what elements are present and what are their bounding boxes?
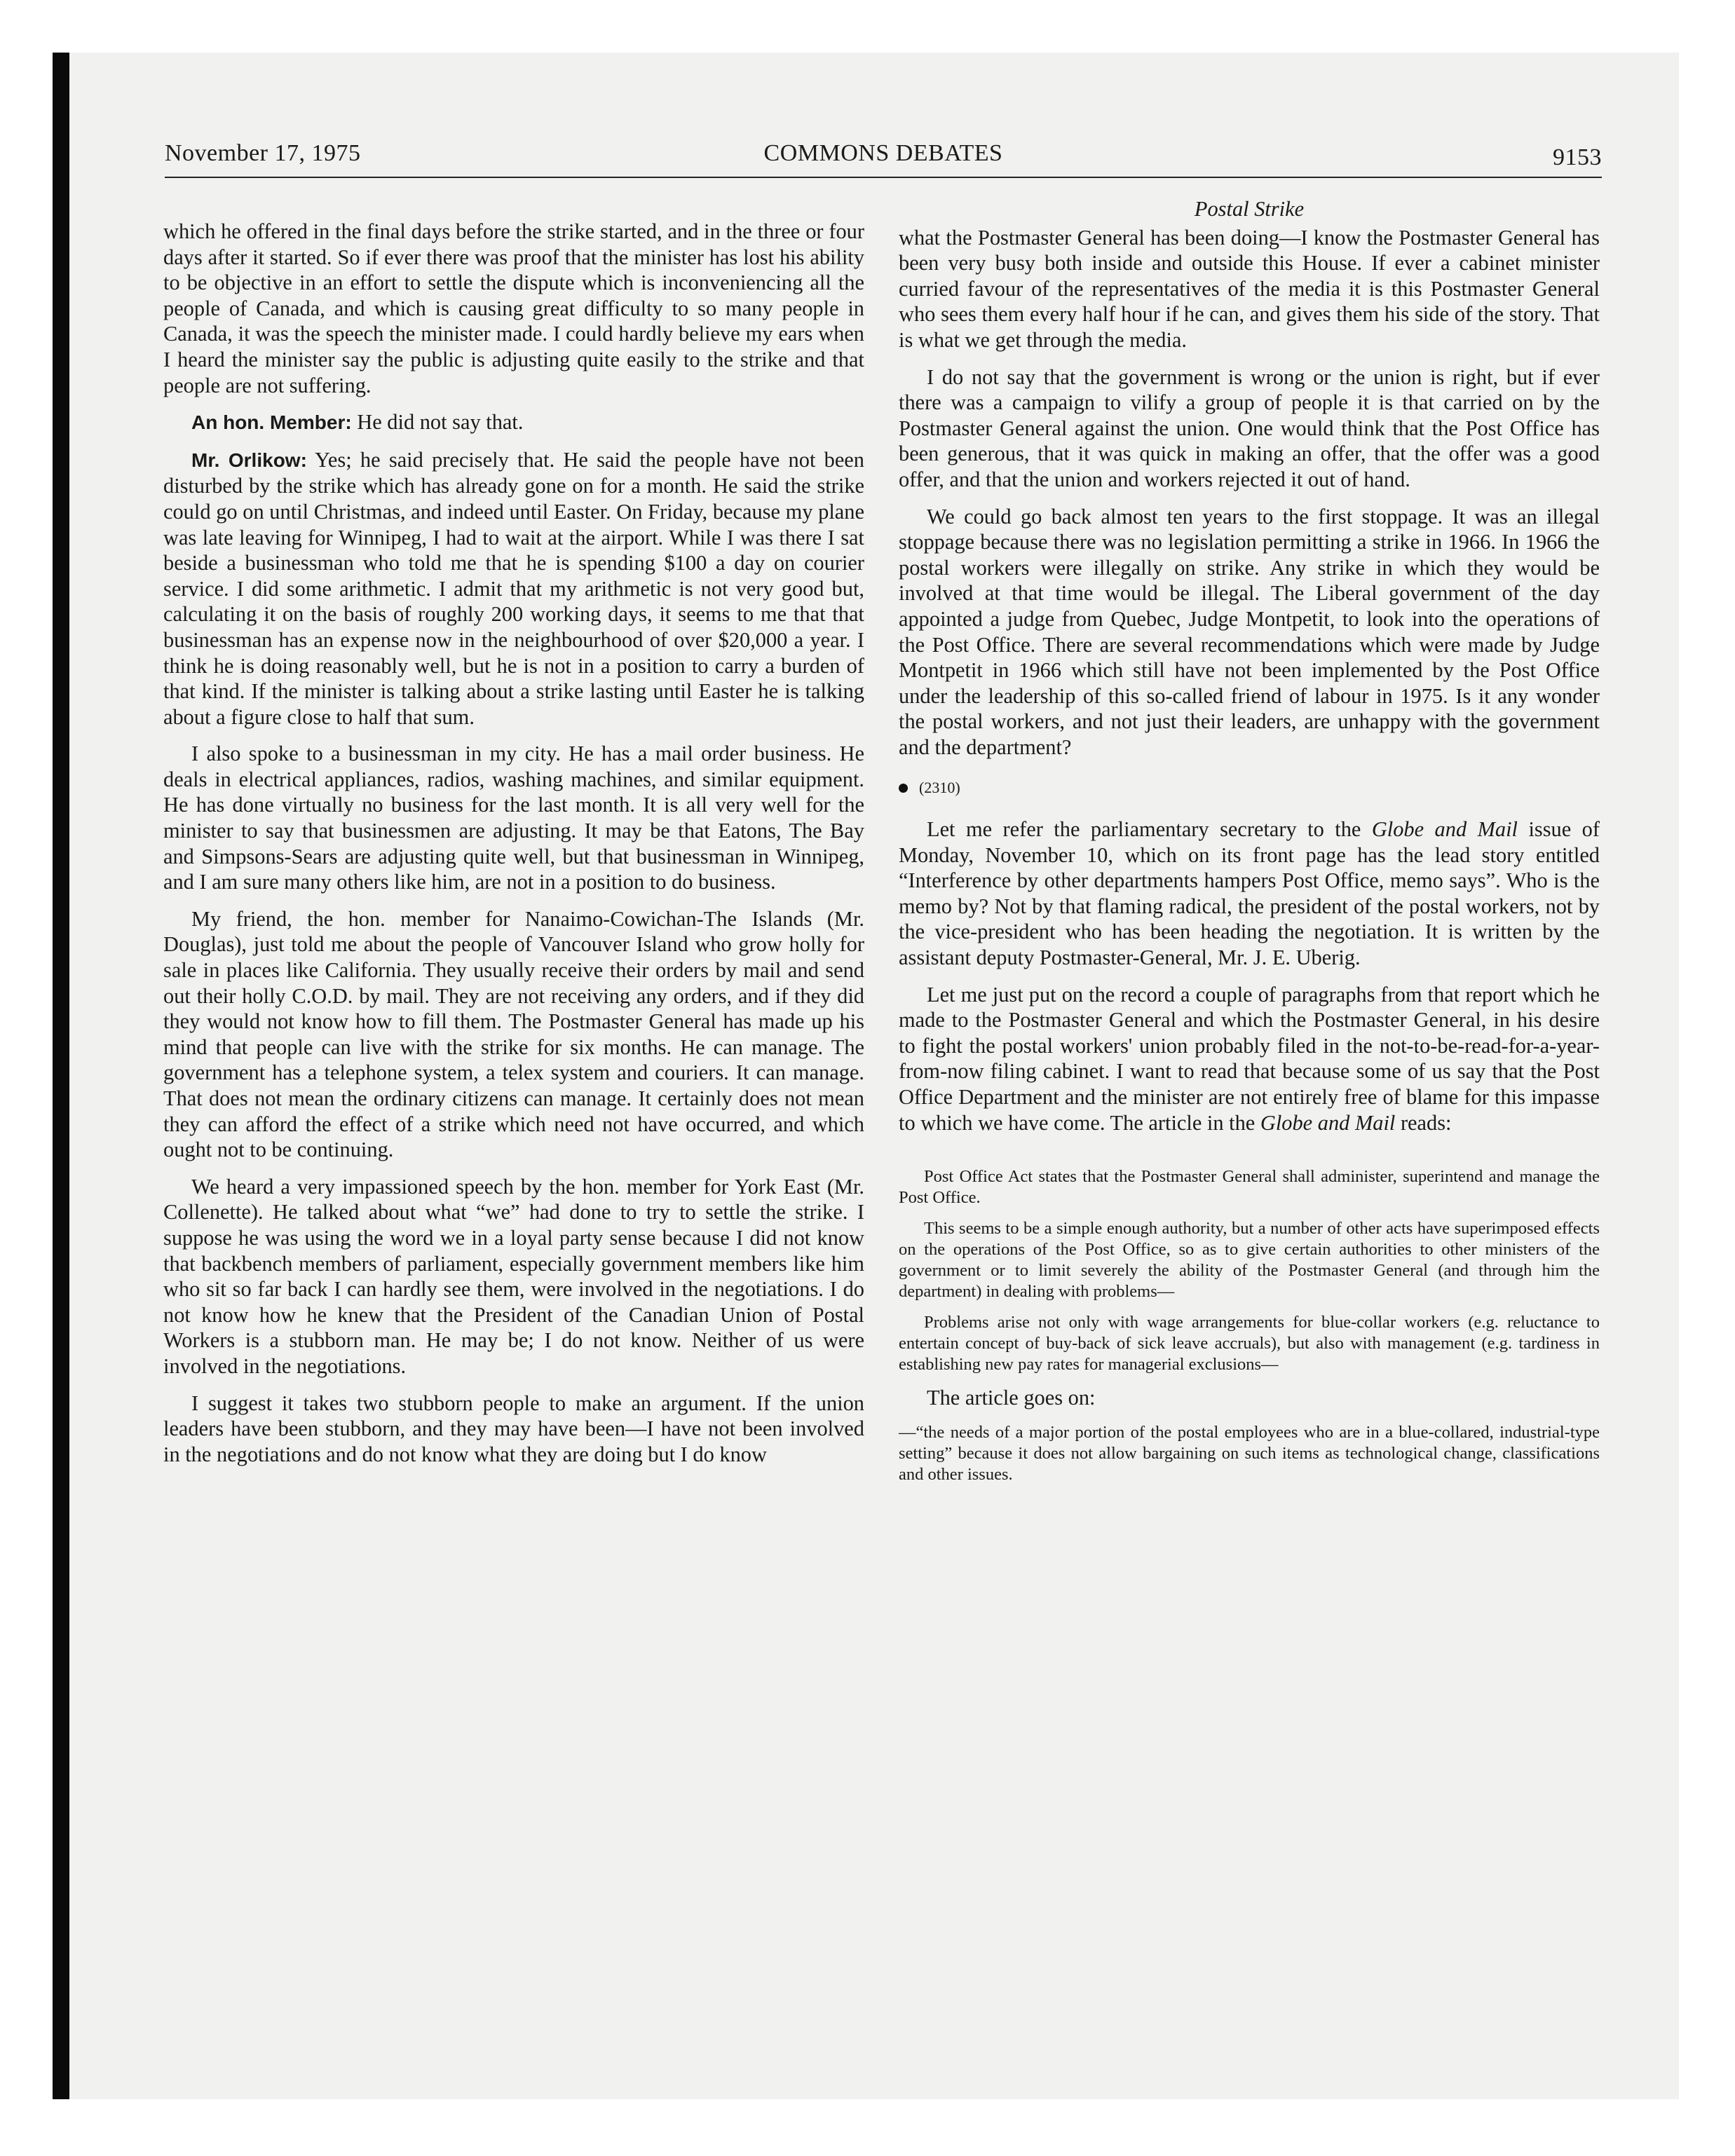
- scan-edge-shadow: [53, 53, 69, 2099]
- paragraph-text: Let me just put on the record a couple of paragraphs from that report which he made to the Postmaster General and which the Postmaster General, in his desire to fight the postal workers' union probably filed in the not-to-be-read-for-a-year-from-now filing cabinet. I want to read that because some of us say that the Post Office Department and the minister are not entirely free of blame for this impasse to which we have come. The article in the: [899, 982, 1600, 1135]
- paragraph: I suggest it takes two stubborn people to make an argument. If the union leaders have been stubborn, and they may have been—I have not been involved in the negotiations and do not know what they are doing but I do know: [163, 1391, 864, 1466]
- newspaper-name: Globe and Mail: [1260, 1110, 1396, 1135]
- paragraph: I also spoke to a businessman in my city. He has a mail order business. He deals in electrical appliances, radios, washing machines, and similar equipment. He has done virtually no business for the last month. It is all very well for the minister to say that businessmen are adjusting. It may be that Eatons, The Bay and Simpsons-Sears are adjusting quite well, but that businessman in Winnipeg, and I am sure many others like him, are not in a position to do business.: [163, 742, 864, 894]
- header-title: COMMONS DEBATES: [763, 140, 1003, 166]
- paragraph: I do not say that the government is wrong or the union is right, but if ever there was a campaign to vilify a group of people it is that carried on by the Postmaster General against the union. One would think that the Post Office has been generous, that it was quick in making an offer, that the offer was a good offer, and that the union and workers rejected it out of hand.: [899, 364, 1600, 491]
- block-quote: This seems to be a simple enough authority, but a number of other acts have superimposed effects on the operations of the Post Office, so as to give certain authorities to other ministers of the government or to limit severely the ability of the Postmaster General (and through him the department) in dealing with problems—: [899, 1219, 1600, 1302]
- paragraph: what the Postmaster General has been doing—I know the Postmaster General has been very busy both inside and outside this House. If ever a cabinet minister curried favour of the representatives of the media it is this Postmaster General who sees them every half hour if he can, and gives them his side of the story. That is what we get through the media.: [899, 225, 1600, 352]
- speech-text: Yes; he said precisely that. He said the people have not been disturbed by the strike which has already gone on for a month. He said the strike could go on until Christmas, and indeed until Easter. On Friday, because my plane was late leaving for Winnipeg, I had to wait at the airport. While I was there I sat beside a businessman who told me that he is spending $100 a day on courier service. I did some arithmetic. I admit that my arithmetic is not very good but, calculating it on the basis of roughly 200 working days, it seems to me that that businessman has an expense now in the neighbourhood of over $20,000 a year. I think he is doing reasonably well, but he is not in a position to carry a burden of that kind. If the minister is talking about a strike lasting until Easter he is talking about a figure close to half that sum.: [163, 447, 864, 729]
- block-quote: —“the needs of a major portion of the postal employees who are in a blue-collared, industrial-type setting” because it does not allow bargaining on such items as technological change, classifications and other issues.: [899, 1422, 1600, 1484]
- header-date: November 17, 1975: [165, 140, 361, 166]
- newspaper-name: Globe and Mail: [1371, 817, 1518, 842]
- speaker-name: Mr. Orlikow:: [191, 449, 307, 471]
- paragraph: [899, 982, 1600, 1136]
- block-quote: Post Office Act states that the Postmaster General shall administer, superintend and manage the Post Office.: [899, 1167, 1600, 1208]
- right-column: [899, 196, 1600, 1495]
- speech-paragraph: [163, 447, 864, 730]
- time-marker-text: (2310): [919, 779, 960, 797]
- block-quote: Problems arise not only with wage arrangements for blue-collar workers (e.g. reluctance to entertain concept of buy-back of sick leave accruals), but also with management (e.g. tardiness in establishing new pay rates for managerial exclusions—: [899, 1313, 1600, 1374]
- paragraph-text: reads:: [1395, 1110, 1452, 1135]
- paragraph: which he offered in the final days before the strike started, and in the three or four days after it started. So if ever there was proof that the minister has lost his ability to be objective in an effort to settle the dispute which is inconveniencing all the people of Canada, and which is causing great difficulty to so many people in Canada, it was the speech the minister made. I could hardly believe my ears when I heard the minister say the public is adjusting quite easily to the strike and that people are not suffering.: [163, 219, 864, 397]
- paragraph-text: Let me refer the parliamentary secretary to the: [927, 817, 1372, 842]
- paragraph: We could go back almost ten years to the first stoppage. It was an illegal stoppage because there was no legislation permitting a strike in 1966. In 1966 the postal workers were illegally on strike. Any strike in which they would be involved at that time would be illegal. The Liberal government of the day appointed a judge from Quebec, Judge Montpetit, to look into the operations of the Post Office. There are several recommendations which were made by Judge Montpetit in 1966 which still have not been implemented by the Post Office under the leadership of this so-called friend of labour in 1975. Is it any wonder the postal workers, and not just their leaders, are unhappy with the government and the department?: [899, 504, 1600, 759]
- page-header: [165, 140, 1602, 178]
- paragraph: My friend, the hon. member for Nanaimo-Cowichan-The Islands (Mr. Douglas), just told me about the people of Vancouver Island who grow holly for sale in places like California. They usually receive their orders by mail and send out their holly C.O.D. by mail. They are not receiving any orders, and if they did they would not know how to fill them. The Postmaster General has made up his mind that people can live with the strike for six months. He can manage. The government has a telephone system, a telex system and couriers. It can manage. That does not mean the ordinary citizens can manage. It certainly does not mean they can afford the effect of a strike which need not have occurred, and which ought not to be continuing.: [163, 906, 864, 1162]
- paragraph-text: issue of Monday, November 10, which on its front page has the lead story entitled “Interference by other departments hampers Post Office, memo says”. Who is the memo by? Not by that flaming radical, the president of the postal workers, not by the vice-president who has been heading the negotiation. It is written by the assistant deputy Postmaster-General, Mr. J. E. Uberig.: [899, 817, 1600, 970]
- paragraph: [899, 817, 1600, 971]
- speech-text: He did not say that.: [351, 410, 524, 435]
- section-title: Postal Strike: [1194, 197, 1305, 221]
- speech-paragraph: [163, 409, 864, 436]
- left-column: [163, 219, 864, 1478]
- paragraph: The article goes on:: [927, 1386, 1096, 1410]
- time-marker: [899, 775, 1600, 801]
- page-number: 9153: [1553, 144, 1602, 170]
- paragraph: We heard a very impassioned speech by the hon. member for York East (Mr. Collenette). He talked about what “we” had done to try to settle the strike. I suppose he was using the word we in a loyal party sense because I did not know that backbench members of parliament, especially government members like him who sit so far back I can hardly see them, were involved in the negotiations. I do not know how he knew that the President of the Canadian Union of Postal Workers is a stubborn man. He may be; I do not know. Neither of us were involved in the negotiations.: [163, 1174, 864, 1378]
- speaker-name: An hon. Member:: [191, 411, 352, 434]
- bullet-icon: [899, 784, 908, 793]
